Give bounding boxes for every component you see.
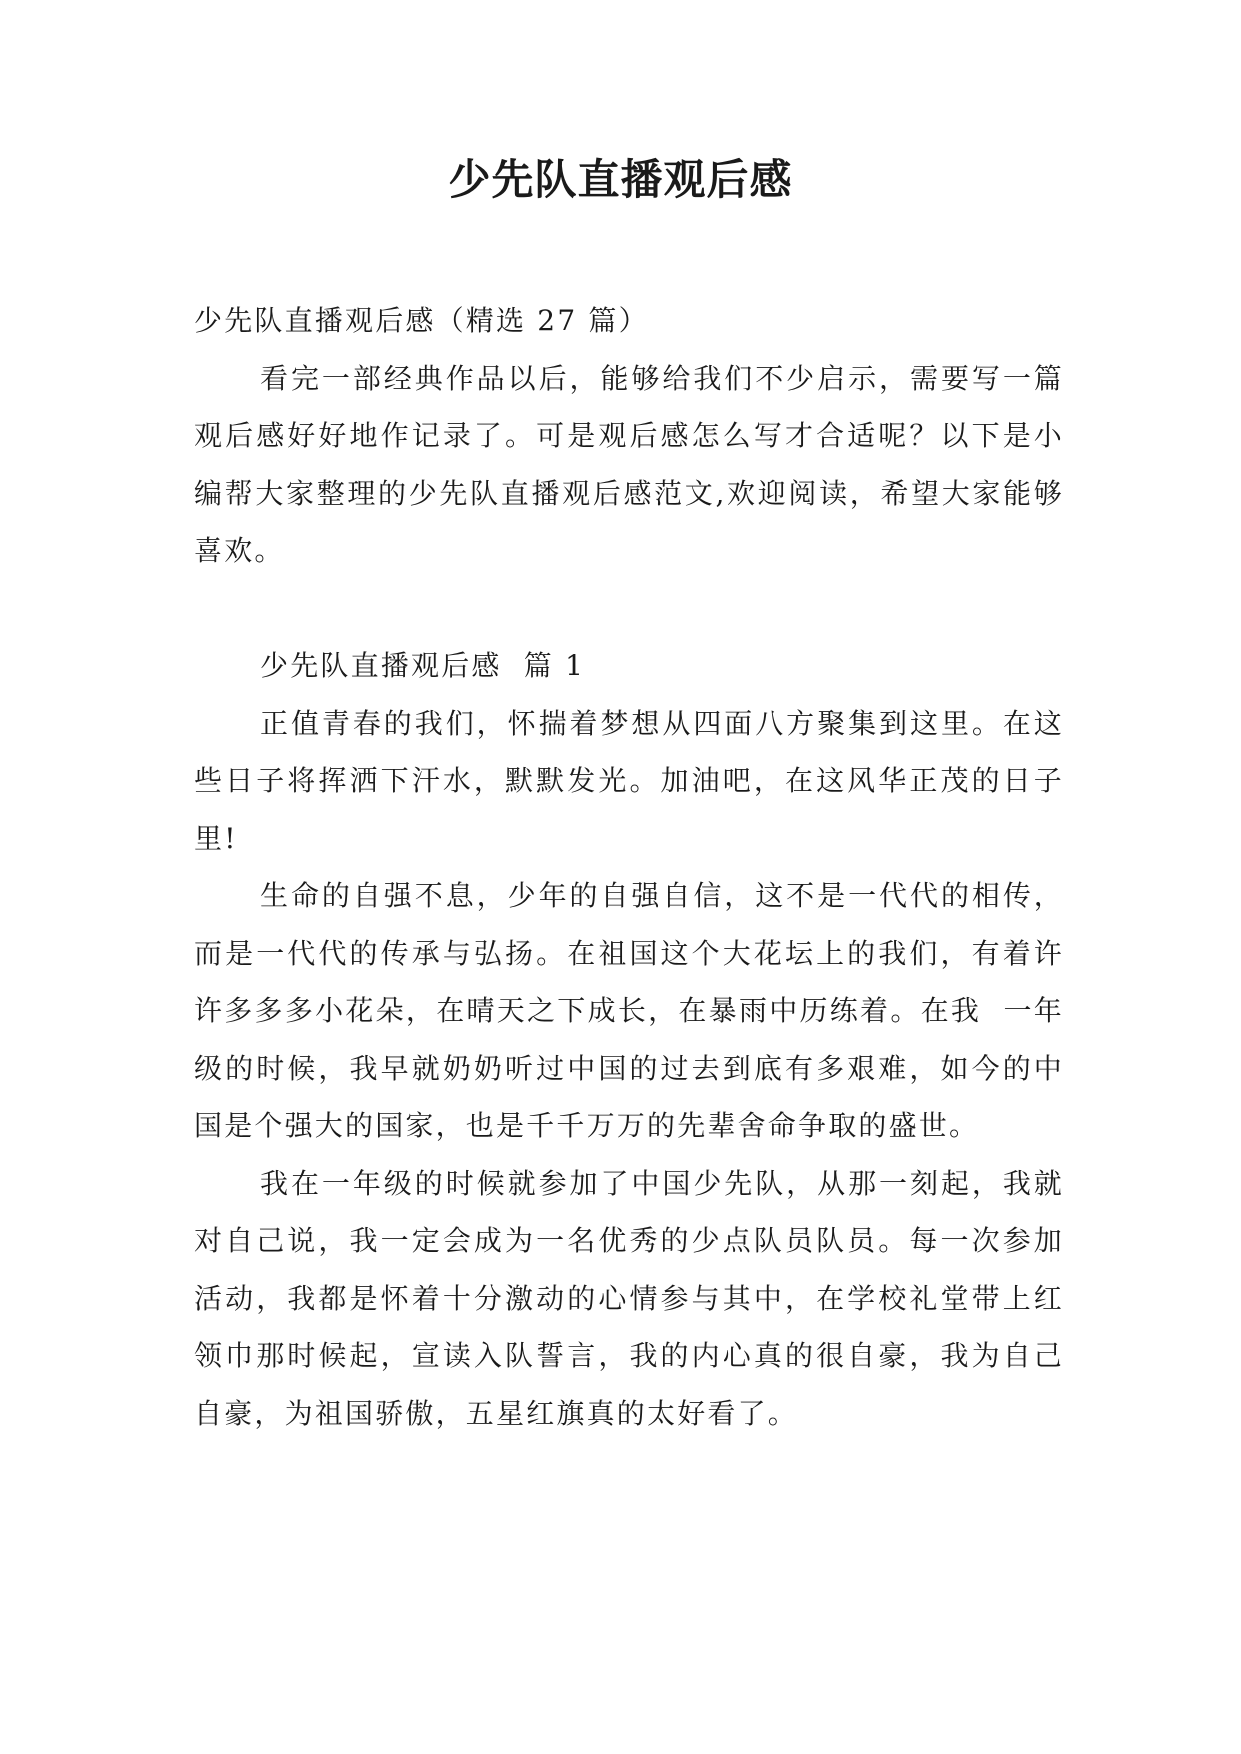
body-paragraph: 我在一年级的时候就参加了中国少先队，从那一刻起，我就对自己说，我一定会成为一名优秀的少点队员队员。每一次参加活动，我都是怀着十分激动的心情参与其中，在学校礼堂带上红领巾那时候起，宣读入队誓言，我的内心真的很自豪，我为自己自豪，为祖国骄傲，五星红旗真的太好看了。 (194, 1166, 1064, 1430)
body-paragraph: 正值青春的我们，怀揣着梦想从四面八方聚集到这里。在这些日子将挥洒下汗水，默默发光。加油吧，在这风华正茂的日子里! (194, 706, 1064, 855)
document-subtitle: 少先队直播观后感（精选 27 篇） (194, 304, 649, 337)
section-spacer (194, 580, 1064, 638)
section-heading: 少先队直播观后感 篇 1 (260, 649, 586, 682)
body-paragraph: 生命的自强不息，少年的自强自信，这不是一代代的相传，而是一代代的传承与弘扬。在祖国这个大花坛上的我们，有着许许多多多小花朵，在晴天之下成长，在暴雨中历练着。在我 一年级的时候，我早就奶奶听过中国的过去到底有多艰难，如今的中国是个强大的国家，也是千千万万的先辈舍命争取的盛世。 (194, 879, 1064, 1142)
document-body (194, 292, 1064, 1442)
document-title: 少先队直播观后感 (448, 155, 793, 204)
intro-paragraph: 看完一部经典作品以后，能够给我们不少启示，需要写一篇观后感好好地作记录了。可是观后感怎么写才合适呢？以下是小编帮大家整理的少先队直播观后感范文,欢迎阅读，希望大家能够喜欢。 (194, 361, 1064, 567)
